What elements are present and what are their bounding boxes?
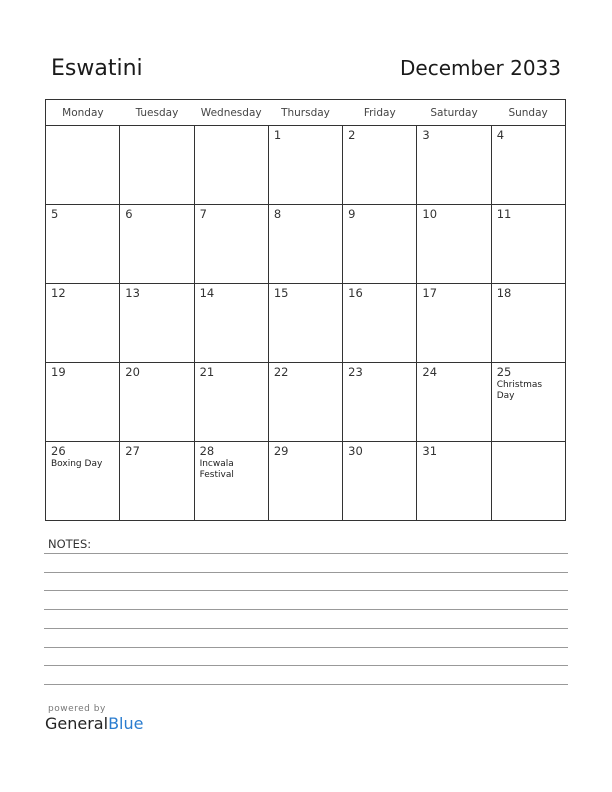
- holiday-label: Boxing Day: [51, 459, 103, 469]
- day-cell: [491, 126, 565, 205]
- day-cell: [491, 284, 565, 363]
- day-cell: [343, 363, 417, 442]
- day-cell: [46, 363, 120, 442]
- day-number: 14: [199, 286, 215, 300]
- day-cell: [417, 205, 491, 284]
- day-number: 2: [348, 128, 356, 142]
- note-line: [44, 628, 568, 629]
- weekday-header-row: [46, 100, 566, 126]
- day-number: 7: [199, 207, 207, 221]
- month-year-title: December 2033: [400, 56, 561, 80]
- day-cell: [120, 284, 194, 363]
- day-cell: [343, 284, 417, 363]
- day-number: 31: [422, 444, 438, 458]
- day-number: 24: [422, 365, 438, 379]
- day-number: 4: [496, 128, 505, 142]
- day-cell: [268, 205, 342, 284]
- day-cell: [343, 126, 417, 205]
- week-row: [46, 284, 566, 363]
- day-number: 19: [51, 365, 66, 379]
- holiday-label: Christmas Day: [496, 380, 543, 401]
- day-number: 16: [348, 286, 363, 300]
- day-cell: [120, 126, 194, 205]
- day-number: 21: [199, 365, 215, 379]
- note-line: [44, 553, 568, 554]
- weekday-header: Tuesday: [120, 100, 194, 126]
- note-line: [44, 684, 568, 685]
- day-cell: [268, 284, 342, 363]
- day-cell: [491, 205, 565, 284]
- day-cell: [417, 363, 491, 442]
- notes-label: NOTES:: [48, 537, 92, 551]
- note-line: [44, 665, 568, 666]
- note-line: [44, 647, 568, 648]
- day-cell: [417, 284, 491, 363]
- day-cell: [417, 126, 491, 205]
- day-cell: [268, 442, 342, 521]
- day-number: 23: [348, 365, 363, 379]
- day-cell: [194, 126, 268, 205]
- day-cell: [194, 284, 268, 363]
- day-number: 29: [273, 444, 289, 458]
- day-cell: [268, 363, 342, 442]
- day-number: 27: [125, 444, 140, 458]
- note-line: [44, 572, 568, 573]
- weekday-header: Friday: [343, 100, 417, 126]
- day-cell: [46, 126, 120, 205]
- weekday-header: Monday: [46, 100, 120, 126]
- day-number: 5: [51, 207, 59, 221]
- day-cell: [120, 363, 194, 442]
- day-number: 8: [273, 207, 282, 221]
- day-number: 1: [273, 128, 282, 142]
- day-cell: [120, 205, 194, 284]
- day-number: 17: [422, 286, 438, 300]
- day-number: 30: [348, 444, 363, 458]
- day-cell: [343, 205, 417, 284]
- day-number: 9: [348, 207, 356, 221]
- day-cell: [268, 126, 342, 205]
- day-number: 13: [125, 286, 140, 300]
- day-number: 18: [496, 286, 512, 300]
- calendar-grid: [45, 99, 566, 521]
- brand-footer: [45, 704, 143, 733]
- day-number: 11: [496, 207, 512, 221]
- day-number: 6: [125, 207, 133, 221]
- day-number: 12: [51, 286, 66, 300]
- powered-by-text: powered by: [48, 704, 106, 714]
- day-cell: [491, 442, 565, 521]
- day-cell: [194, 205, 268, 284]
- week-row: [46, 205, 566, 284]
- day-number: 10: [422, 207, 438, 221]
- holiday-label: Incwala Festival: [199, 459, 234, 480]
- day-cell: [417, 442, 491, 521]
- day-number: 15: [273, 286, 289, 300]
- day-number: 26: [51, 444, 66, 458]
- day-cell: [120, 442, 194, 521]
- day-cell: [46, 442, 120, 521]
- country-title: Eswatini: [51, 56, 143, 81]
- week-row: [46, 442, 566, 521]
- day-cell: [491, 363, 565, 442]
- brand-logo: [45, 714, 143, 733]
- day-cell: [46, 205, 120, 284]
- day-cell: [343, 442, 417, 521]
- weekday-header: Thursday: [268, 100, 342, 126]
- note-line: [44, 609, 568, 610]
- day-number: 22: [273, 365, 289, 379]
- note-line: [44, 590, 568, 591]
- weekday-header: Saturday: [417, 100, 491, 126]
- day-cell: [46, 284, 120, 363]
- day-cell: [194, 363, 268, 442]
- week-row: [46, 363, 566, 442]
- day-number: 25: [496, 365, 512, 379]
- brand-general: General: [45, 714, 109, 733]
- day-cell: [194, 442, 268, 521]
- day-number: 28: [199, 444, 215, 458]
- weekday-header: Sunday: [491, 100, 565, 126]
- week-row: [46, 126, 566, 205]
- day-number: 3: [422, 128, 430, 142]
- brand-blue: Blue: [108, 714, 144, 733]
- day-number: 20: [125, 365, 140, 379]
- weekday-header: Wednesday: [194, 100, 268, 126]
